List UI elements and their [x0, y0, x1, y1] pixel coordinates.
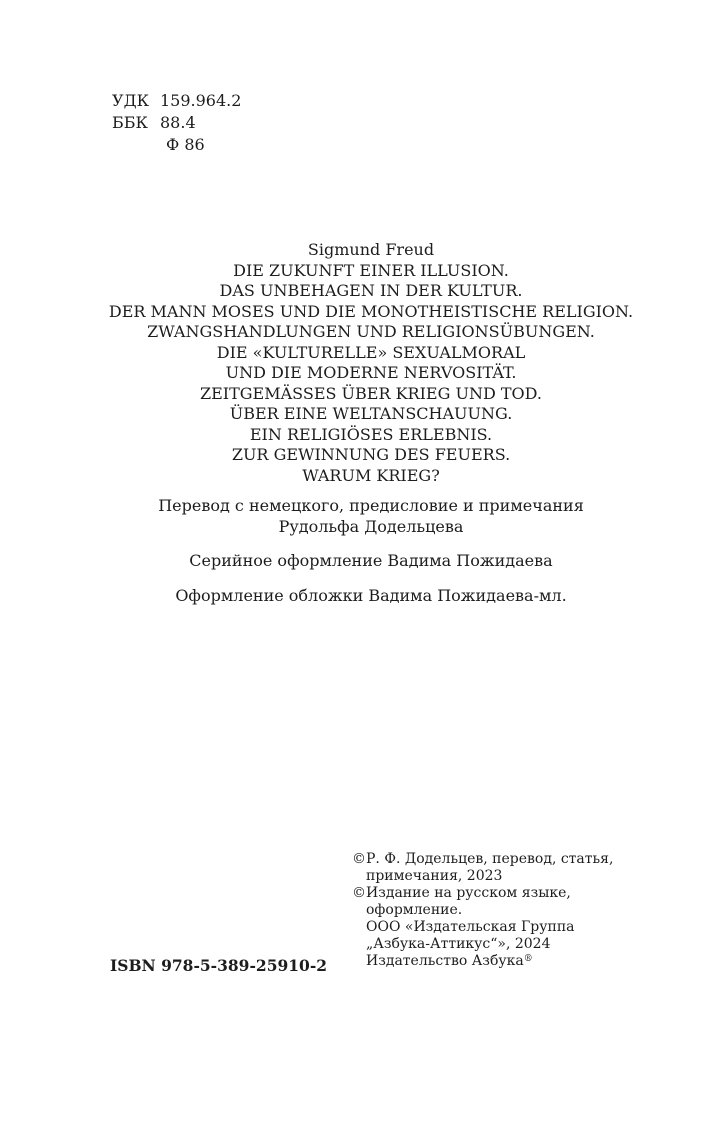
publisher-name: Издательство Азбука [366, 953, 524, 969]
work-title-6: ZEITGEMÄSSES ÜBER KRIEG UND TOD. [199, 383, 542, 403]
publisher-line [366, 953, 652, 970]
copyright-entry-publisher [352, 885, 652, 970]
translation-credit-line-2: Рудольфа Додельцева [278, 516, 464, 536]
copyright-line: оформление. [366, 902, 463, 918]
cover-design-credit: Оформление обложки Вадима Пожидаева-мл. [175, 585, 567, 605]
bbk-label: ББК [112, 113, 148, 132]
udk-value: 159.964.2 [160, 91, 242, 110]
udk-label: УДК [112, 91, 149, 110]
work-title-1: DIE ZUKUNFT EINER ILLUSION. [233, 260, 509, 280]
author-mark: Ф 86 [166, 135, 205, 154]
work-title-10: WARUM KRIEG? [302, 465, 440, 485]
copyright-entry-publisher-text [366, 885, 652, 970]
work-title-2: DAS UNBEHAGEN IN DER KULTUR. [219, 281, 523, 300]
bbk-value: 88.4 [160, 113, 196, 132]
copyright-block [352, 851, 652, 970]
credits-block [36, 496, 706, 606]
udk-row [112, 90, 241, 112]
bbk-row [112, 112, 241, 134]
classification-block [112, 90, 241, 156]
copyright-entry-translator [352, 851, 652, 885]
registered-trademark-mark: ® [523, 954, 533, 964]
copyright-line: примечания, 2023 [366, 868, 503, 884]
work-title-7: ÜBER EINE WELTANSCHAUUNG. [229, 404, 513, 423]
copyright-line: Издание на русском языке, [366, 885, 571, 901]
isbn: ISBN 978-5-389-25910-2 [110, 956, 328, 975]
title-block [36, 240, 706, 486]
copyright-symbol: © [352, 851, 366, 867]
work-title-4: ZWANGSHANDLUNGEN UND RELIGIONSÜBUNGEN. [147, 322, 595, 341]
work-title-3: DER MANN MOSES UND DIE MONOTHEISTISCHE RELIGION. [108, 301, 634, 321]
copyright-line: Р. Ф. Додельцев, перевод, статья, [366, 851, 614, 867]
work-title-8: EIN RELIGIÖSES ERLEBNIS. [249, 424, 493, 444]
copyright-entry-translator-text [366, 851, 652, 885]
author-name: Sigmund Freud [307, 240, 435, 259]
translation-credit-line-1: Перевод с немецкого, предисловие и примечания [158, 496, 584, 515]
work-title-9: ZUR GEWINNUNG DES FEUERS. [231, 445, 511, 464]
copyright-line: ООО «Издательская Группа [366, 919, 575, 935]
work-title-5: DIE «KULTURELLE» SEXUALMORAL [216, 342, 526, 362]
copyright-line: „Азбука-Аттикус“», 2024 [366, 936, 551, 952]
series-design-credit: Серийное оформление Вадима Пожидаева [189, 551, 553, 570]
work-title-5-cont: UND DIE MODERNE NERVOSITÄT. [225, 363, 517, 382]
copyright-symbol: © [352, 885, 366, 901]
